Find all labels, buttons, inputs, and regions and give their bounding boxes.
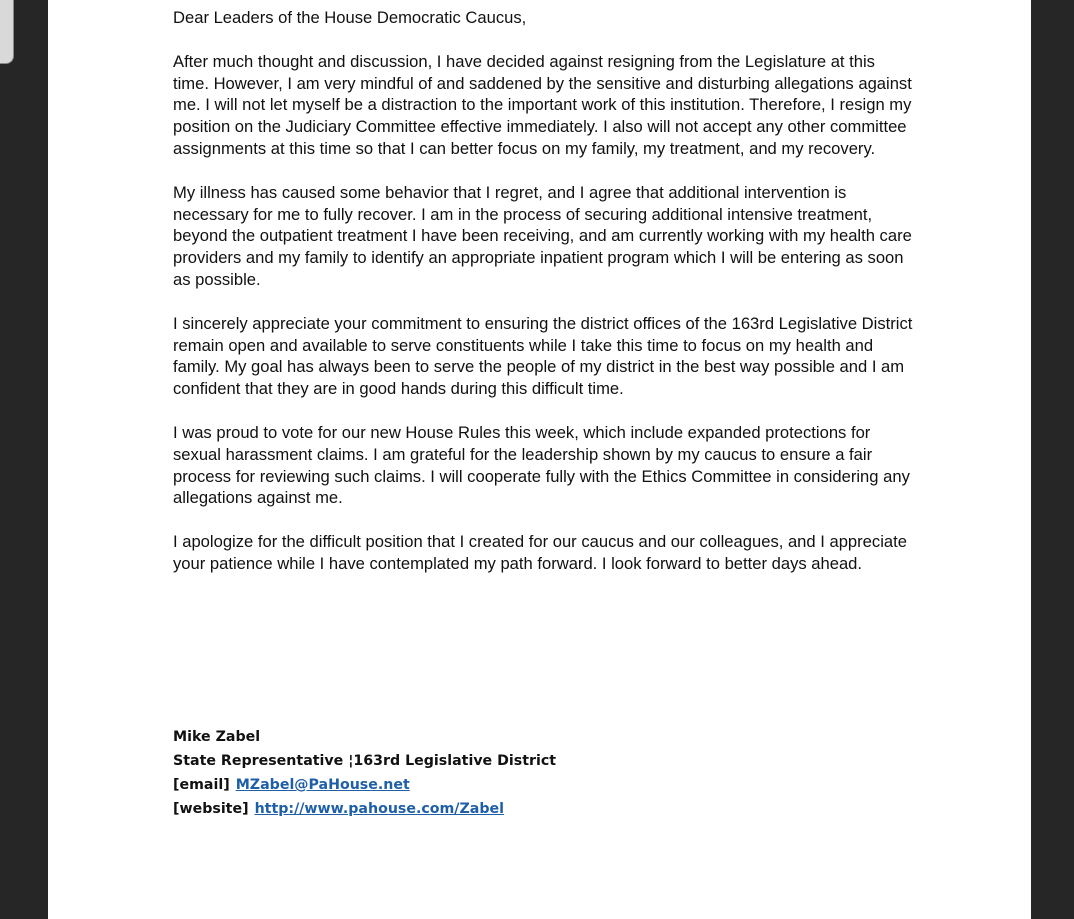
signature-block [173, 725, 556, 821]
paragraph-3: I sincerely appreciate your commitment to ensuring the district offices of the 163rd Legislative District remain open and available to serve constituents while I take this time to focus on my health and family. My goal has always been to serve the people of my district in the best way possible and I am confident that they are in good hands during this difficult time. [173, 313, 913, 399]
signer-title: State Representative ¦163rd Legislative District [173, 753, 557, 769]
email-label: [email] [173, 777, 230, 793]
side-panel-tab[interactable] [0, 0, 14, 64]
salutation: Dear Leaders of the House Democratic Caucus, [173, 8, 527, 27]
paragraph-5: I apologize for the difficult position that I created for our caucus and our colleagues, and I appreciate your patience while I have contemplated my path forward. I look forward to better days ahead. [173, 532, 907, 573]
right-gutter [1031, 0, 1074, 919]
signer-name: Mike Zabel [173, 729, 261, 745]
email-link[interactable]: MZabel@PaHouse.net [235, 777, 410, 793]
website-label: [website] [173, 801, 249, 817]
website-link[interactable]: http://www.pahouse.com/Zabel [254, 801, 504, 817]
letter-body [173, 7, 913, 597]
website-line [173, 797, 556, 821]
email-line [173, 773, 556, 797]
document-page [48, 0, 1031, 919]
paragraph-4: I was proud to vote for our new House Rules this week, which include expanded protections for sexual harassment claims. I am grateful for the leadership shown by my caucus to ensure a fair process for reviewing such claims. I will cooperate fully with the Ethics Committee in considering any allegations against me. [173, 422, 910, 508]
paragraph-1: After much thought and discussion, I have decided against resigning from the Legislature at this time. However, I am very mindful of and saddened by the sensitive and disturbing allegations against me. I will not let myself be a distraction to the important work of this institution. Therefore, I resign my position on the Judiciary Committee effective immediately. I also will not accept any other committee assignments at this time so that I can better focus on my family, my treatment, and my recovery. [173, 51, 912, 158]
paragraph-2: My illness has caused some behavior that I regret, and I agree that additional intervention is necessary for me to fully recover. I am in the process of securing additional intensive treatment, beyond the outpatient treatment I have been receiving, and am currently working with my health care providers and my family to identify an appropriate inpatient program which I will be entering as soon as possible. [173, 182, 912, 289]
left-gutter [0, 0, 48, 919]
